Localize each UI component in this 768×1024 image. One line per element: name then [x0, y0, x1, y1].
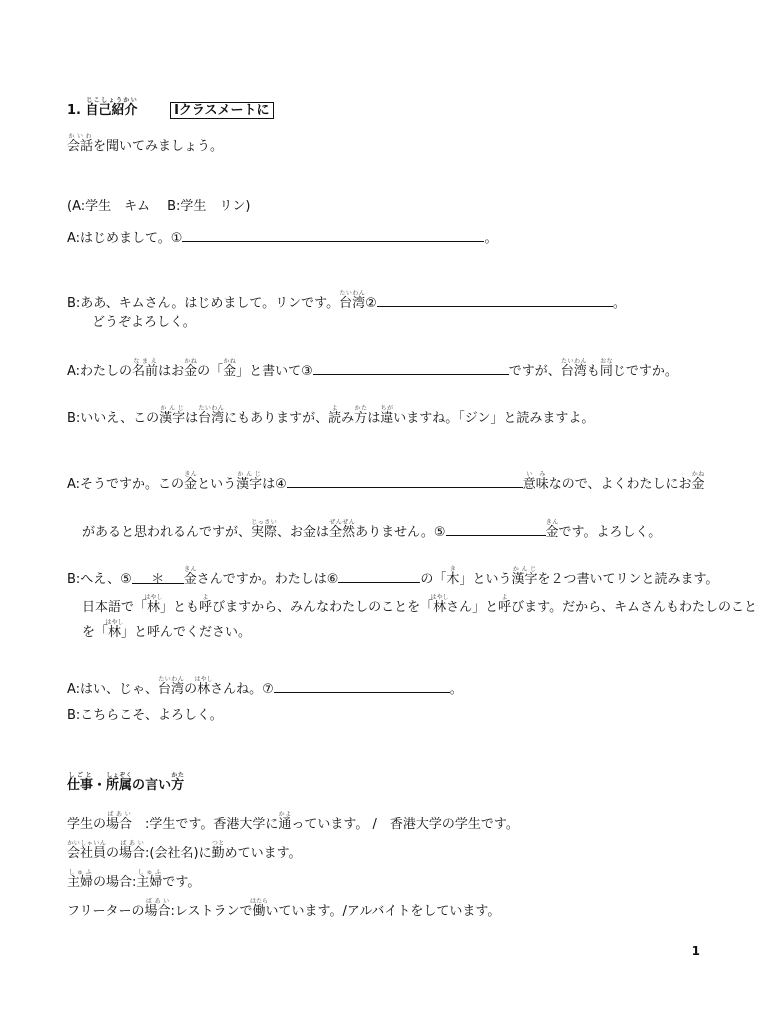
- answer-blank-2[interactable]: [377, 294, 613, 307]
- dialogue-line-5: B:いいえ、この漢字かんじは台湾たいわんにもありますが、読よみ方かたは違ちがいますね。「ジン」と読みますよ。: [67, 405, 595, 426]
- answer-blank-3[interactable]: [313, 362, 509, 375]
- dialogue-line-12: B:こちらこそ、よろしく。: [67, 708, 223, 723]
- dialogue-line-2: B:ああ、キムさん。はじめまして。リンです。台湾たいわん② 。: [67, 290, 626, 311]
- example-housewife: 主婦しゅふの場合:主婦しゅふです。: [67, 869, 201, 890]
- answer-blank-5[interactable]: [446, 523, 546, 536]
- dialogue-line-7: があると思われるんですが、実際じっさい、お金は全然ぜんぜんありません。⑤ 金きんです。よろしく。: [82, 519, 662, 540]
- instruction: 会話かいわを聞いてみましょう。: [67, 133, 224, 154]
- dialogue-line-1: A:はじめまして。① 。: [67, 231, 498, 246]
- section2-title: 仕事しごと・所属しょぞくの言い方かた: [67, 772, 185, 793]
- answer-blank-1[interactable]: [182, 229, 484, 242]
- dialogue-line-9: 日本語で「林はやし」とも呼よびますから、みんなわたしのことを「林はやしさん」と呼よびます。だから、キムさんもわたしのこと: [82, 594, 757, 615]
- dialogue-line-3: どうぞよろしく。: [92, 315, 196, 330]
- example-student: 学生の場合ばあい :学生です。香港大学に通かよっています。 / 香港大学の学生です。: [67, 811, 519, 832]
- page-number: 1: [691, 944, 700, 958]
- example-office-worker: 会社員かいしゃいんの場合ばあい:(会社名)に勤つとめています。: [67, 840, 302, 861]
- heading-number: 1.: [67, 103, 81, 118]
- dialogue-line-11: A:はい、じゃ、台湾たいわんの林はやしさんね。⑦ 。: [67, 676, 463, 697]
- dialogue-line-10: を「林はやし」と呼んでください。: [82, 619, 252, 640]
- heading-box-label: Ⅰクラスメートに: [170, 102, 273, 119]
- dialogue-line-8: B:へえ、⑤ ＊ 金きんさんですか。わたしは⑥ の「木き」という漢字かんじを２つ書いてリンと読みます。: [67, 566, 719, 587]
- dialogue-line-4: A:わたしの名前なまえはお金かねの「金かね」と書いて③ ですが、台湾たいわんも同おなじですか。: [67, 358, 678, 379]
- answer-blank-6[interactable]: [338, 570, 420, 583]
- answer-blank-5-filled: ＊: [132, 571, 184, 584]
- dialogue-line-6: A:そうですか。この金きんという漢字かんじは④ 意味いみなので、よくわたしにお金かね: [67, 471, 705, 492]
- roles: (A:学生 キム B:学生 リン): [67, 199, 251, 214]
- answer-blank-4[interactable]: [287, 475, 523, 488]
- section-heading: [67, 97, 274, 120]
- example-freeter: フリーターの場合ばあい:レストランで働はたらいています。/アルバイトをしています。: [67, 898, 501, 919]
- heading-title: 自己紹介じこしょうかい: [85, 97, 138, 118]
- answer-blank-7[interactable]: [274, 680, 450, 693]
